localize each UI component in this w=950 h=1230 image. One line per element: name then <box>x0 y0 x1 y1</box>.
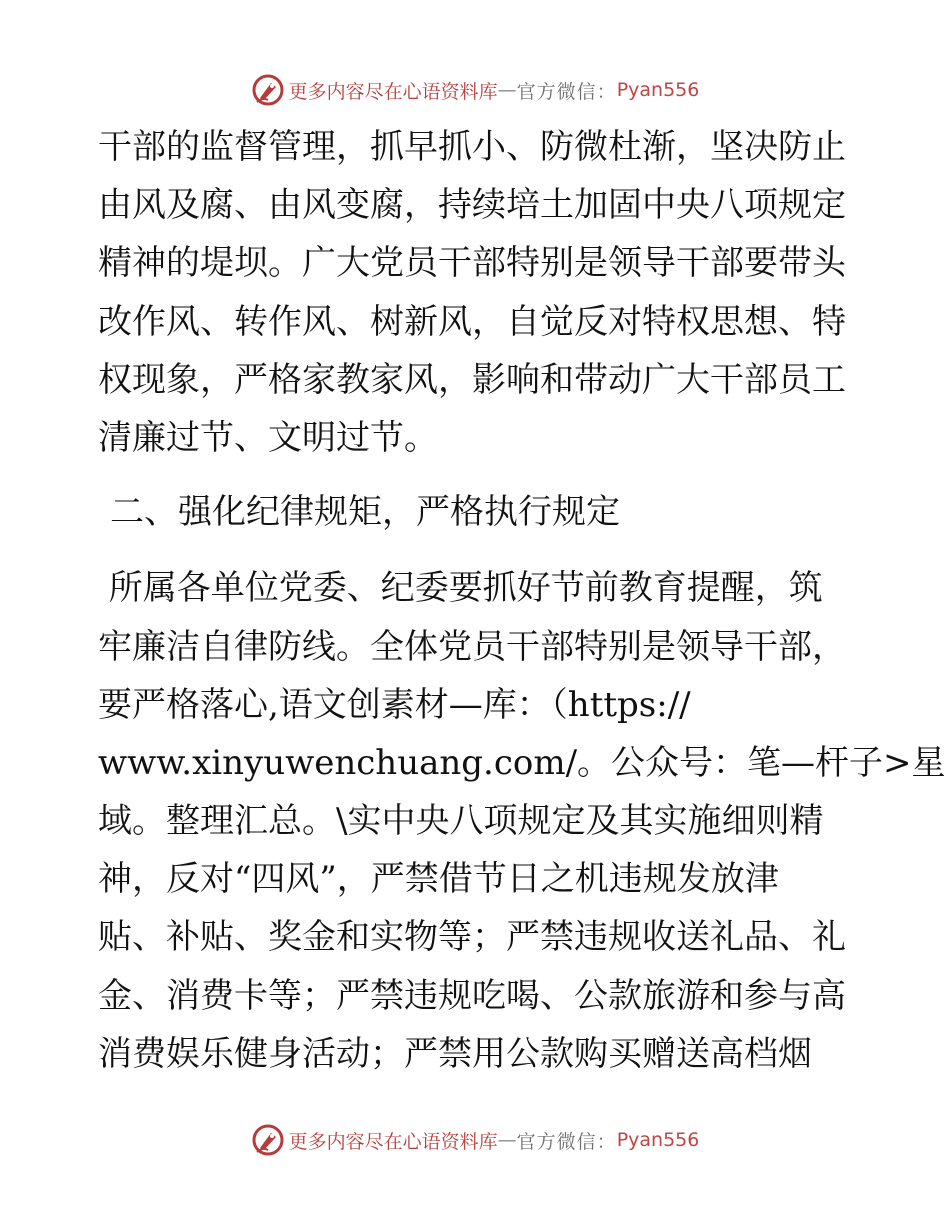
header-banner <box>0 70 950 110</box>
section-heading: 二、强化纪律规矩，严格执行规定 <box>110 492 620 533</box>
text-line: 改作风、转作风、树新风，自觉反对特权思想、特 <box>98 301 846 342</box>
text-line: 精神的堤坝。广大党员干部特别是领导干部要带头 <box>98 243 846 284</box>
banner-separator: — <box>497 1129 517 1151</box>
text-line: 干部的监督管理，抓早抓小、防微杜渐，坚决防止 <box>98 127 846 167</box>
paragraph-2 <box>98 559 946 1083</box>
pen-nib-seal-icon <box>251 1123 285 1157</box>
banner-brand-text: 更多内容尽在心语资料库 <box>288 80 498 103</box>
text-line: 所属各单位党委、纪委要抓好节前教育提醒，筑 <box>98 568 823 609</box>
text-line: 金、消费卡等；严禁违规吃喝、公款旅游和参与高 <box>98 975 846 1016</box>
text-line: 权现象，严格家教家风，影响和带动广大干部员工 <box>98 359 846 400</box>
text-line: 要严格落心,语文创素材—库：（https:// <box>98 684 691 725</box>
banner-wechat-label: 官方微信： <box>516 80 617 103</box>
text-line: 牢廉洁自律防线。全体党员干部特别是领导干部， <box>98 626 846 667</box>
banner-handle: Pyan556 <box>616 79 700 101</box>
text-line: www.xinyuwenchuang.com/。公众号：笔—杆子>星 <box>98 742 946 783</box>
footer-banner <box>0 1120 950 1160</box>
text-line: 清廉过节、文明过节。 <box>98 417 438 458</box>
banner-brand-text: 更多内容尽在心语资料库 <box>288 1130 498 1153</box>
text-line: 神，反对“四风”，严禁借节日之机违规发放津 <box>98 859 779 900</box>
pen-nib-seal-icon <box>251 73 285 107</box>
text-line: 贴、补贴、奖金和实物等；严禁违规收送礼品、礼 <box>98 917 846 958</box>
banner-wechat-label: 官方微信： <box>516 1130 617 1153</box>
text-line: 由风及腐、由风变腐，持续培土加固中央八项规定 <box>98 185 846 226</box>
banner-handle: Pyan556 <box>616 1129 700 1151</box>
paragraph-1 <box>98 118 858 467</box>
text-line: 域。整理汇总。\实中央八项规定及其实施细则精 <box>98 801 824 842</box>
banner-separator: — <box>497 79 517 101</box>
document-body <box>98 118 946 1083</box>
text-line: 消费娱乐健身活动；严禁用公款购买赠送高档烟 <box>98 1033 812 1074</box>
